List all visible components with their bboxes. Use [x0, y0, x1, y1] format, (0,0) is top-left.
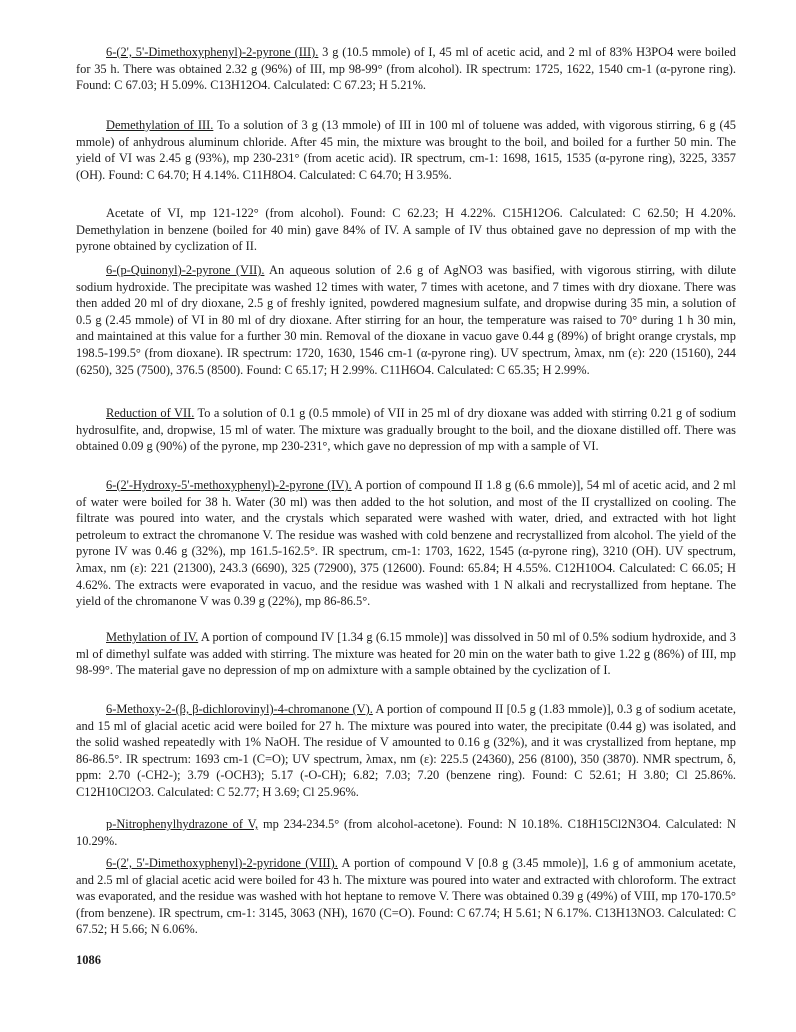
paragraph-methylation-iv [76, 629, 736, 679]
paragraph-heading: 6-(2'-Hydroxy-5'-methoxyphenyl)-2-pyrone (IV). [106, 478, 352, 492]
page-number: 1086 [76, 953, 101, 967]
paragraph-body: A portion of compound II [0.5 g (1.83 mmole)], 0.3 g of sodium acetate, and 15 ml of glacial acetic acid were boiled for 27 h. The mixture was poured into water, the precipitate (0.44 g) was isolated, and the solid washed repeatedly with 1% NaOH. The residue of V amounted to 0.16 g (32%), and it was crystallized from heptane, mp 86-86.5°. IR spectrum: 1693 cm-1 (C=O); UV spectrum, λmax, nm (ε): 225.5 (24360), 256 (8100), 350 (3870). NMR spectrum, δ, ppm: 2.70 (-CH2-); 3.79 (-OCH3); 5.17 (-O-CH); 6.82; 7.03; 7.20 (benzene ring). Found: C 52.61; H 3.80; Cl 25.86%. C12H10Cl2O3. Calculated: C 52.77; H 3.69; Cl 25.96%. [76, 702, 736, 799]
paragraph-body: mp 234-234.5° (from alcohol-acetone). Found: N 10.18%. C18H15Cl2N3O4. Calculated: N 10.29%. [76, 817, 736, 848]
paragraph-heading: 6-(p-Quinonyl)-2-pyrone (VII). [106, 263, 265, 277]
paragraph-body: Acetate of VI, mp 121-122° (from alcohol). Found: C 62.23; H 4.22%. C15H12O6. Calculated: C 62.50; H 4.20%. Demethylation in benzene (boiled for 40 min) gave 84% of IV. A sample of IV thus obtained gave no depression of mp with the pyrone obtained by cyclization of II. [76, 206, 736, 254]
paragraph-pyrone-iii [76, 44, 736, 94]
paragraph-heading: 6-Methoxy-2-(β, β-dichlorovinyl)-4-chromanone (V). [106, 702, 373, 716]
paragraph-heading: p-Nitrophenylhydrazone of V, [106, 817, 259, 831]
paragraph-chromanone-v [76, 701, 736, 801]
paragraph-pyridone-viii [76, 855, 736, 938]
paragraph-heading: 6-(2', 5'-Dimethoxyphenyl)-2-pyridone (VIII). [106, 856, 338, 870]
paragraph-acetate-vi [76, 205, 736, 255]
paragraph-quinonyl-vii [76, 262, 736, 378]
paragraph-demethylation-iii [76, 117, 736, 183]
paragraph-heading: Reduction of VII. [106, 406, 195, 420]
paragraph-heading: Demethylation of III. [106, 118, 214, 132]
paragraph-body: A portion of compound II 1.8 g (6.6 mmole)], 54 ml of acetic acid, and 2 ml of water were boiled for 38 h. Water (30 ml) was then added to the hot solution, and most of the II crystallized on cooling. The filtrate was poured into water, and the crystals which separated were washed with water, dried, and extracted with hot light petroleum to extract the chromanone V. The residue was washed with cold benzene and recrystallized from alcohol. The yield of the pyrone IV was 0.46 g (32%), mp 161.5-162.5°. IR spectrum, cm-1: 1703, 1622, 1545 (α-pyrone ring), 3210 (OH). UV spectrum, λmax, nm (ε): 221 (21300), 243.3 (6690), 325 (72900), 375 (12600). Found: 65.84; H 4.55%. C12H10O4. Calculated: C 66.05; H 4.62%. The extracts were evaporated in vacuo, and the residue was washed with 1 N alkali and recrystallized from heptane. The yield of the chromanone V was 0.39 g (22%), mp 86-86.5°. [76, 478, 736, 609]
paragraph-body: To a solution of 3 g (13 mmole) of III in 100 ml of toluene was added, with vigorous stirring, 6 g (45 mmole) of anhydrous aluminum chloride. After 45 min, the mixture was brought to the boil, and boiled for a further 50 min. The yield of VI was 2.45 g (93%), mp 230-231° (from acetic acid). IR spectrum, cm-1: 1698, 1615, 1535 (α-pyrone ring), 3225, 3357 (OH). Found: C 64.70; H 4.14%. C11H8O4. Calculated: C 64.70; H 3.95%. [76, 118, 736, 182]
paragraph-heading: 6-(2', 5'-Dimethoxyphenyl)-2-pyrone (III). [106, 45, 319, 59]
paragraph-nitrophenylhydrazone [76, 816, 736, 849]
paragraph-hydroxy-pyrone-iv [76, 477, 736, 610]
paragraph-body: An aqueous solution of 2.6 g of AgNO3 was basified, with vigorous stirring, with dilute sodium hydroxide. The precipitate was washed 12 times with water, 7 times with acetone, and 7 times with dry dioxane. There was then added 20 ml of dry dioxane, 2.5 g of freshly ignited, powdered magnesium sulfate, and dropwise during 35 min, a solution of 0.5 g (2.45 mmole) of VI in 80 ml of dry dioxane. After stirring for an hour, the temperature was raised to 70° during 1 h 30 min, and maintained at this value for a further 30 min. Removal of the dioxane in vacuo gave 0.44 g (89%) of bright orange crystals, mp 198.5-199.5° (from dioxane). IR spectrum: 1720, 1630, 1546 cm-1 (α-pyrone ring). UV spectrum, λmax, nm (ε): 220 (15160), 244 (6250), 325 (7500), 376.5 (8500). Found: C 65.17; H 2.99%. C11H6O4. Calculated: C 65.35; H 2.99%. [76, 263, 736, 377]
paragraph-reduction-vii [76, 405, 736, 455]
paragraph-body: A portion of compound IV [1.34 g (6.15 mmole)] was dissolved in 50 ml of 0.5% sodium hydroxide, and 3 ml of dimethyl sulfate was added with stirring. The mixture was heated for 20 min on the water bath to give 1.22 g (86%) of III, mp 98-99°. The material gave no depression of mp on admixture with a sample obtained by the cyclization of I. [76, 630, 736, 678]
paragraph-heading: Methylation of IV. [106, 630, 199, 644]
paragraph-body: 3 g (10.5 mmole) of I, 45 ml of acetic acid, and 2 ml of 83% H3PO4 were boiled for 35 h. There was obtained 2.32 g (96%) of III, mp 98-99° (from alcohol). IR spectrum: 1725, 1622, 1540 cm-1 (α-pyrone ring). Found: C 67.03; H 5.09%. C13H12O4. Calculated: C 67.23; H 5.21%. [76, 45, 736, 93]
paragraph-body: To a solution of 0.1 g (0.5 mmole) of VII in 25 ml of dry dioxane was added with stirring 0.21 g of sodium hydrosulfite, and, dropwise, 15 ml of water. The mixture was gradually brought to the boil, and the dioxane distilled off. There was obtained 0.09 g (90%) of the pyrone, mp 230-231°, which gave no depression of mp with a sample of VI. [76, 406, 736, 454]
paragraph-body: A portion of compound V [0.8 g (3.45 mmole)], 1.6 g of ammonium acetate, and 2.5 ml of glacial acetic acid were boiled for 43 h. The mixture was poured into water and extracted with chloroform. The extract was evaporated, and the residue was washed with hot heptane to remove V. There was obtained 0.39 g (49%) of VIII, mp 170-170.5° (from benzene). IR spectrum, cm-1: 3145, 3063 (NH), 1670 (C=O). Found: C 67.74; H 5.61; N 6.17%. C13H13NO3. Calculated: C 67.52; H 5.66; N 6.06%. [76, 856, 737, 937]
